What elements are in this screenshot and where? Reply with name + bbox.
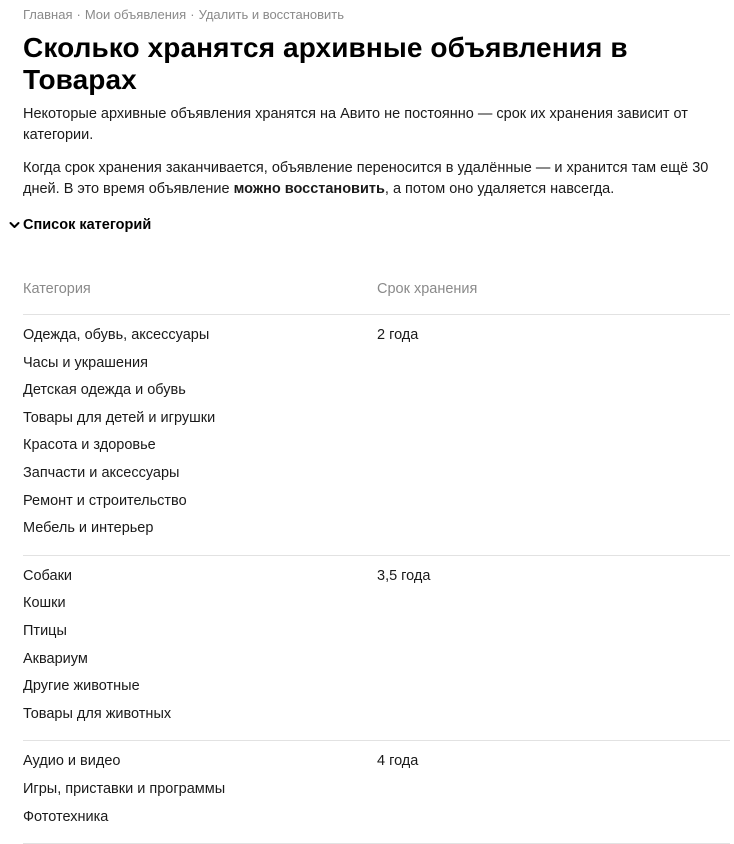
period-cell (377, 555, 730, 741)
storage-period: 4 года (377, 753, 419, 770)
category-name: Кошки (23, 595, 66, 612)
table-row (23, 555, 730, 741)
category-name: Красота и здоровье (23, 437, 156, 454)
breadcrumb (23, 6, 730, 24)
intro-paragraph: Некоторые архивные объявления хранятся на Авито не постоянно — срок их хранения зависит от категории. (23, 106, 688, 143)
category-name: Товары для животных (23, 705, 172, 722)
table-row (23, 315, 730, 556)
category-name: Другие животные (23, 678, 140, 695)
category-name: Одежда, обувь, аксессуары (23, 327, 210, 343)
storage-paragraph-text-start: Когда срок хранения заканчивается, объявление переносится в удалённые — и хранится там ещё 30 дней. В это время объявление (23, 160, 709, 197)
column-header-category: Категория (23, 264, 377, 315)
category-name: Часы и украшения (23, 354, 148, 371)
column-header-period: Срок хранения (377, 264, 730, 315)
category-name: Аудио и видео (23, 753, 121, 770)
category-cell (23, 555, 377, 741)
table-header-row (23, 264, 730, 315)
breadcrumb-separator: · (76, 7, 81, 22)
breadcrumb-delete-restore-link[interactable]: Удалить и восстановить (198, 7, 345, 22)
category-name: Детская одежда и обувь (23, 382, 186, 399)
category-list-label: Список категорий (23, 217, 152, 233)
category-name: Ремонт и строительство (23, 492, 187, 509)
category-name: Птицы (23, 622, 67, 639)
table-row (23, 741, 730, 844)
category-name: Аквариум (23, 650, 88, 667)
storage-paragraph-text-end: , а потом оно удаляется навсегда. (384, 181, 615, 197)
restore-emphasis: можно восстановить (233, 181, 385, 197)
category-name: Игры, приставки и программы (23, 780, 226, 797)
category-list-toggle[interactable] (23, 215, 730, 235)
breadcrumb-home-link[interactable]: Главная (23, 7, 73, 22)
category-name: Мебель и интерьер (23, 520, 154, 537)
category-name: Фототехника (23, 808, 109, 825)
period-cell (377, 741, 730, 844)
category-cell (23, 315, 377, 556)
storage-period: 3,5 года (377, 567, 431, 584)
category-name: Собаки (23, 567, 73, 584)
breadcrumb-my-ads-link[interactable]: Мои объявления (84, 7, 187, 22)
chevron-down-icon (8, 219, 21, 231)
category-name: Товары для детей и игрушки (23, 409, 216, 426)
period-cell (377, 315, 730, 556)
category-cell (23, 741, 377, 844)
storage-period: 2 года (377, 327, 419, 343)
storage-periods-table (23, 264, 730, 844)
breadcrumb-separator: · (190, 7, 195, 22)
page-title: Сколько хранятся архивные объявления в Товарах (23, 32, 628, 95)
category-name: Запчасти и аксессуары (23, 464, 180, 481)
storage-paragraph (23, 158, 723, 200)
